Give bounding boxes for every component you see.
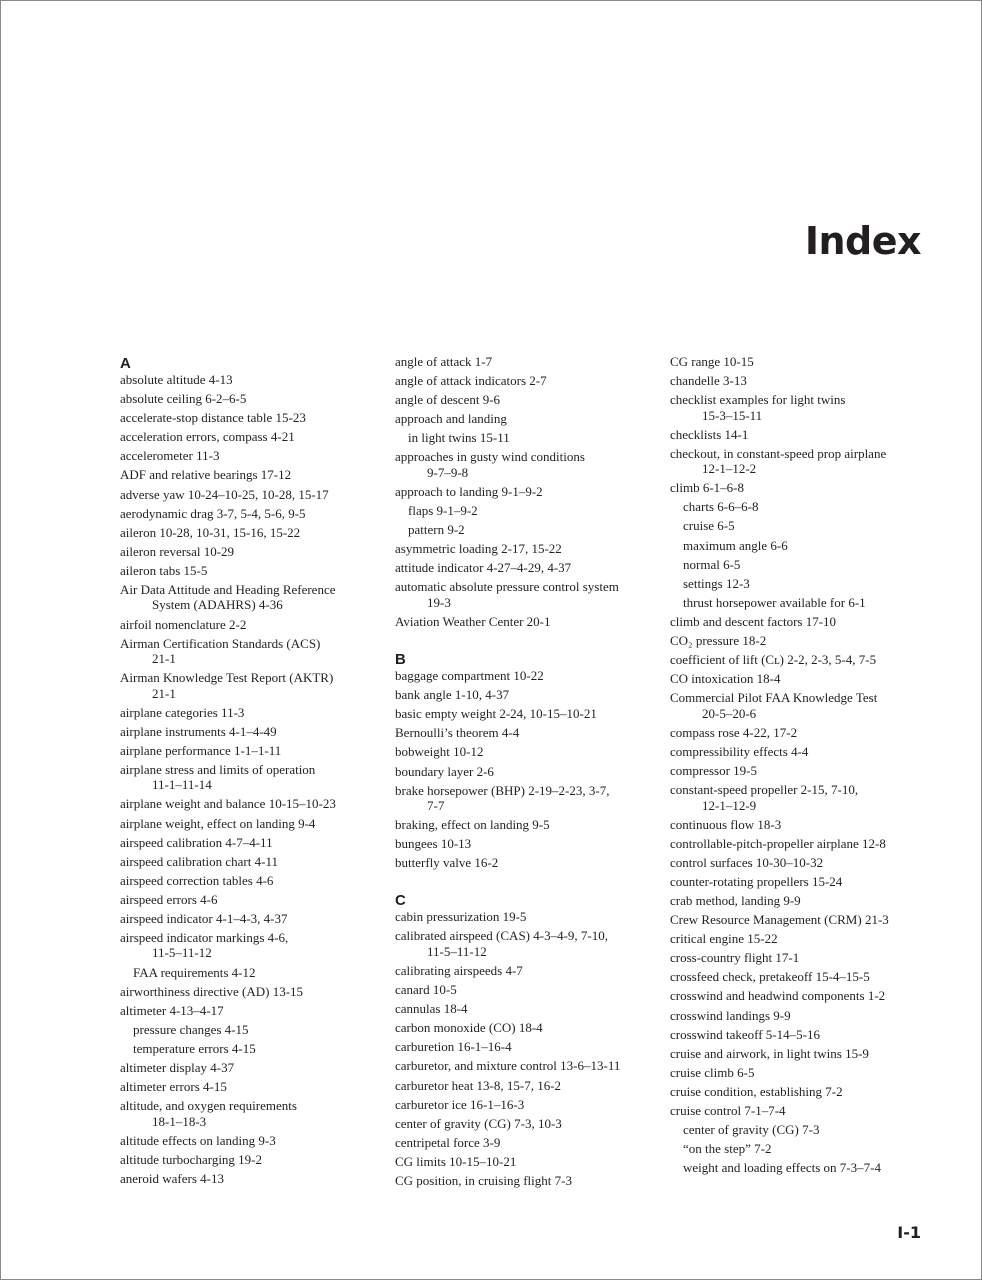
index-entry [120, 544, 382, 559]
entry-text: baggage compartment 10-22 [395, 668, 544, 684]
entry-continuation: 12-1–12-9 [702, 797, 757, 813]
entry-text: airworthiness directive (AD) 13-15 [120, 983, 304, 999]
index-entry [395, 560, 657, 575]
entry-text: altitude effects on landing 9-3 [120, 1132, 276, 1148]
entry-text: aileron 10-28, 10-31, 15-16, 15-22 [120, 524, 301, 540]
index-subentry [670, 499, 940, 514]
index-column-1 [120, 354, 382, 1190]
index-subentry [670, 576, 940, 591]
section-letter: A [120, 355, 131, 372]
entry-text: settings 12-3 [683, 575, 750, 591]
index-entry [395, 614, 657, 629]
entry-continuation: 19-3 [427, 594, 451, 610]
section-spacer [395, 874, 657, 891]
entry-text: crossfeed check, pretakeoff 15-4–15-5 [670, 969, 870, 985]
entry-text: cross-country flight 17-1 [670, 950, 800, 966]
index-entry [120, 525, 382, 540]
index-subentry [120, 1041, 382, 1056]
index-subentry [670, 518, 940, 533]
entry-text: counter-rotating propellers 15-24 [670, 873, 843, 889]
entry-text: boundary layer 2-6 [395, 763, 494, 779]
entry-text: attitude indicator 4-27–4-29, 4-37 [395, 560, 572, 576]
entry-continuation: 20-5–20-6 [702, 705, 757, 721]
index-entry [670, 969, 940, 984]
index-entry [120, 391, 382, 406]
index-entry [120, 1152, 382, 1167]
entry-text: approaches in gusty wind conditions [395, 449, 585, 465]
entry-text: crosswind landings 9-9 [670, 1007, 791, 1023]
entry-text: carburetor ice 16-1–16-3 [395, 1096, 525, 1112]
index-entry [120, 873, 382, 888]
entry-text: airplane instruments 4-1–4-49 [120, 723, 277, 739]
entry-text: braking, effect on landing 9-5 [395, 817, 550, 833]
index-entry [120, 582, 382, 613]
entry-text: Aviation Weather Center 20-1 [395, 613, 551, 629]
index-entry [670, 446, 940, 477]
entry-text: flaps 9-1–9-2 [408, 503, 478, 519]
entry-text: accelerometer 11-3 [120, 448, 220, 464]
entry-text: crosswind takeoff 5-14–5-16 [670, 1026, 820, 1042]
index-subentry [670, 538, 940, 553]
index-entry [670, 763, 940, 778]
section-letter: C [395, 892, 406, 910]
index-entry [395, 668, 657, 683]
index-entry [395, 744, 657, 759]
index-entry [120, 506, 382, 521]
entry-text: cruise 6-5 [683, 518, 735, 534]
index-entry [670, 855, 940, 870]
entry-text: “on the step” 7-2 [683, 1141, 772, 1157]
entry-text: angle of attack indicators 2-7 [395, 373, 547, 389]
index-entry [670, 1103, 940, 1118]
index-entry [670, 817, 940, 832]
entry-text: centripetal force 3-9 [395, 1134, 501, 1150]
index-column-3 [670, 354, 940, 1179]
entry-text: altitude, and oxygen requirements [120, 1098, 297, 1114]
index-subentry [670, 1141, 940, 1156]
entry-text: canard 10-5 [395, 982, 457, 998]
index-entry [395, 982, 657, 997]
entry-continuation: 12-1–12-2 [702, 461, 757, 477]
entry-text: butterfly valve 16-2 [395, 855, 499, 871]
page-number: I-1 [897, 1223, 921, 1242]
entry-text: calibrated airspeed (CAS) 4-3–4-9, 7-10, [395, 928, 608, 944]
index-entry [670, 1008, 940, 1023]
index-entry [120, 617, 382, 632]
index-entry [670, 392, 940, 423]
index-entry [395, 1020, 657, 1035]
entry-text: cannulas 18-4 [395, 1001, 468, 1017]
entry-text: absolute altitude 4-13 [120, 372, 233, 387]
entry-text: critical engine 15-22 [670, 931, 778, 947]
index-entry [120, 467, 382, 482]
index-entry [670, 744, 940, 759]
index-entry [395, 541, 657, 556]
entry-text: aneroid wafers 4-13 [120, 1170, 224, 1186]
entry-text: climb 6-1–6-8 [670, 480, 745, 496]
index-entry [395, 1097, 657, 1112]
entry-continuation: 7-7 [427, 798, 445, 813]
index-entry [120, 930, 382, 961]
entry-text: charts 6-6–6-8 [683, 499, 759, 515]
index-subentry [120, 1022, 382, 1037]
entry-text: basic empty weight 2-24, 10-15–10-21 [395, 706, 597, 722]
entry-text: carburetor heat 13-8, 15-7, 16-2 [395, 1077, 562, 1093]
index-entry [120, 1003, 382, 1018]
index-subentry [670, 1122, 940, 1137]
index-subentry [670, 1160, 940, 1175]
index-entry [120, 835, 382, 850]
entry-text: CO₂ pressure 18-2 [670, 633, 767, 649]
index-entry [395, 1173, 657, 1188]
index-entry [395, 725, 657, 740]
entry-text: aileron tabs 15-5 [120, 562, 208, 578]
index-entry [670, 690, 940, 721]
index-entry [120, 1098, 382, 1129]
index-entry [670, 874, 940, 889]
entry-text: CG position, in cruising flight 7-3 [395, 1173, 572, 1188]
index-entry [395, 449, 657, 480]
entry-text: accelerate-stop distance table 15-23 [120, 410, 306, 426]
section-letter: B [395, 651, 406, 669]
entry-text: checklist examples for light twins [670, 392, 846, 408]
index-entry [395, 817, 657, 832]
index-entry [670, 614, 940, 629]
index-entry [120, 796, 382, 811]
entry-text: FAA requirements 4-12 [133, 964, 256, 980]
index-entry [395, 855, 657, 870]
entry-text: checkout, in constant-speed prop airplane [670, 445, 887, 461]
index-entry [670, 1084, 940, 1099]
entry-text: thrust horsepower available for 6-1 [683, 594, 866, 610]
entry-text: compass rose 4-22, 17-2 [670, 724, 798, 740]
index-entry [120, 1133, 382, 1148]
index-entry [395, 1154, 657, 1169]
index-entry [395, 1039, 657, 1054]
index-entry [120, 563, 382, 578]
index-subentry [670, 557, 940, 572]
index-entry [395, 373, 657, 388]
entry-text: carburetion 16-1–16-4 [395, 1039, 512, 1055]
entry-continuation: 9-7–9-8 [427, 464, 469, 480]
entry-text: altimeter 4-13–4-17 [120, 1002, 224, 1018]
entry-text: airfoil nomenclature 2-2 [120, 616, 247, 632]
index-subentry [120, 965, 382, 980]
index-entry [670, 836, 940, 851]
entry-text: acceleration errors, compass 4-21 [120, 429, 295, 445]
entry-text: cabin pressurization 19-5 [395, 909, 527, 925]
entry-text: asymmetric loading 2-17, 15-22 [395, 541, 562, 557]
entry-text: maximum angle 6-6 [683, 537, 788, 553]
entry-text: adverse yaw 10-24–10-25, 10-28, 15-17 [120, 486, 329, 502]
index-entry [120, 911, 382, 926]
entry-text: approach and landing [395, 411, 507, 427]
index-entry [120, 762, 382, 793]
entry-text: calibrating airspeeds 4-7 [395, 962, 523, 978]
entry-text: center of gravity (CG) 7-3 [683, 1122, 820, 1138]
entry-text: angle of attack 1-7 [395, 354, 493, 369]
entry-text: altimeter errors 4-15 [120, 1079, 227, 1095]
entry-text: CO intoxication 18-4 [670, 671, 781, 687]
entry-text: ADF and relative bearings 17-12 [120, 467, 292, 483]
entry-text: airspeed calibration 4-7–4-11 [120, 834, 273, 850]
index-entry [670, 988, 940, 1003]
entry-text: coefficient of lift (Cʟ) 2-2, 2-3, 5-4, 7-5 [670, 652, 877, 668]
index-entry [395, 1058, 657, 1073]
entry-text: airplane categories 11-3 [120, 704, 245, 720]
entry-continuation: 11-1–11-14 [152, 777, 212, 793]
index-subentry [670, 595, 940, 610]
index-entry [120, 816, 382, 831]
index-entry [120, 1060, 382, 1075]
index-entry [670, 354, 940, 369]
index-entry [395, 909, 657, 924]
index-entry [670, 931, 940, 946]
entry-text: airplane weight, effect on landing 9-4 [120, 815, 316, 831]
index-column-2 [395, 354, 657, 1192]
index-entry [120, 1079, 382, 1094]
index-entry [395, 392, 657, 407]
entry-text: airplane weight and balance 10-15–10-23 [120, 796, 336, 812]
index-subentry [395, 503, 657, 518]
entry-text: brake horsepower (BHP) 2-19–2-23, 3-7, [395, 782, 610, 798]
entry-text: Bernoulli’s theorem 4-4 [395, 725, 520, 741]
entry-text: airplane performance 1-1–1-11 [120, 742, 282, 758]
entry-text: airspeed errors 4-6 [120, 891, 218, 907]
entry-text: approach to landing 9-1–9-2 [395, 483, 543, 499]
entry-continuation: 15-3–15-11 [702, 407, 763, 423]
index-entry [120, 429, 382, 444]
index-subentry [395, 522, 657, 537]
index-entry [670, 725, 940, 740]
entry-text: checklists 14-1 [670, 426, 749, 442]
entry-text: cruise control 7-1–7-4 [670, 1103, 786, 1118]
index-entry [120, 372, 382, 387]
index-entry [395, 928, 657, 959]
entry-text: pattern 9-2 [408, 522, 465, 538]
index-entry [120, 670, 382, 701]
index-entry [395, 836, 657, 851]
entry-text: CG range 10-15 [670, 354, 754, 369]
entry-text: airspeed correction tables 4-6 [120, 872, 274, 888]
entry-text: crosswind and headwind components 1-2 [670, 988, 886, 1004]
index-entry [120, 743, 382, 758]
entry-text: Crew Resource Management (CRM) 21-3 [670, 912, 889, 928]
index-entry [395, 963, 657, 978]
index-entry [120, 448, 382, 463]
entry-text: CG limits 10-15–10-21 [395, 1153, 517, 1169]
entry-continuation: 21-1 [152, 651, 176, 667]
entry-text: aerodynamic drag 3-7, 5-4, 5-6, 9-5 [120, 505, 306, 521]
page-title: Index [804, 219, 921, 263]
entry-text: aileron reversal 10-29 [120, 543, 235, 559]
entry-text: cruise condition, establishing 7-2 [670, 1083, 843, 1099]
entry-text: climb and descent factors 17-10 [670, 613, 837, 629]
index-entry [395, 1001, 657, 1016]
index-entry [395, 764, 657, 779]
index-entry [395, 706, 657, 721]
index-entry [670, 1027, 940, 1042]
entry-text: bobweight 10-12 [395, 744, 484, 760]
entry-text: carbon monoxide (CO) 18-4 [395, 1020, 543, 1036]
index-entry [120, 724, 382, 739]
entry-text: control surfaces 10-30–10-32 [670, 854, 824, 870]
entry-text: Commercial Pilot FAA Knowledge Test [670, 690, 878, 706]
entry-text: absolute ceiling 6-2–6-5 [120, 391, 247, 407]
entry-text: cruise and airwork, in light twins 15-9 [670, 1045, 869, 1061]
entry-continuation: 11-5–11-12 [427, 943, 487, 959]
index-entry [670, 893, 940, 908]
index-entry [670, 427, 940, 442]
entry-text: carburetor, and mixture control 13-6–13-11 [395, 1058, 621, 1074]
entry-text: airspeed indicator 4-1–4-3, 4-37 [120, 910, 288, 926]
entry-text: bungees 10-13 [395, 836, 472, 852]
index-entry [395, 1078, 657, 1093]
index-entry [670, 671, 940, 686]
index-entry [395, 1135, 657, 1150]
index-entry [120, 410, 382, 425]
index-entry [395, 687, 657, 702]
entry-text: temperature errors 4-15 [133, 1040, 256, 1056]
index-entry [670, 1065, 940, 1080]
entry-text: center of gravity (CG) 7-3, 10-3 [395, 1115, 562, 1131]
entry-text: in light twins 15-11 [408, 430, 510, 446]
entry-text: cruise climb 6-5 [670, 1064, 755, 1080]
entry-text: angle of descent 9-6 [395, 392, 501, 408]
entry-text: automatic absolute pressure control system [395, 579, 619, 595]
index-entry [120, 636, 382, 667]
index-entry [670, 480, 940, 495]
index-entry [120, 487, 382, 502]
entry-continuation: 18-1–18-3 [152, 1113, 207, 1129]
entry-continuation: 21-1 [152, 685, 176, 701]
entry-text: weight and loading effects on 7-3–7-4 [683, 1160, 881, 1176]
entry-text: Airman Certification Standards (ACS) [120, 635, 321, 651]
index-entry [670, 652, 940, 667]
entry-text: airspeed indicator markings 4-6, [120, 930, 289, 946]
index-entry [395, 783, 657, 814]
entry-text: normal 6-5 [683, 556, 741, 572]
entry-text: bank angle 1-10, 4-37 [395, 687, 510, 703]
index-entry [670, 373, 940, 388]
index-entry [670, 782, 940, 813]
entry-text: Airman Knowledge Test Report (AKTR) [120, 670, 334, 686]
entry-text: compressibility effects 4-4 [670, 743, 809, 759]
entry-text: airspeed calibration chart 4-11 [120, 853, 278, 869]
entry-text: constant-speed propeller 2-15, 7-10, [670, 782, 859, 798]
entry-text: controllable-pitch-propeller airplane 12-8 [670, 835, 886, 851]
entry-text: crab method, landing 9-9 [670, 892, 801, 908]
entry-text: continuous flow 18-3 [670, 816, 782, 832]
entry-text: chandelle 3-13 [670, 373, 747, 389]
index-entry [120, 854, 382, 869]
index-entry [670, 912, 940, 927]
index-entry [670, 1046, 940, 1061]
index-entry [120, 984, 382, 999]
index-entry [120, 1171, 382, 1186]
entry-continuation: System (ADAHRS) 4-36 [152, 597, 283, 613]
index-entry [395, 484, 657, 499]
entry-continuation: 11-5–11-12 [152, 945, 212, 961]
entry-text: Air Data Attitude and Heading Reference [120, 582, 336, 598]
index-entry [395, 411, 657, 426]
index-entry [120, 892, 382, 907]
entry-text: compressor 19-5 [670, 763, 758, 778]
index-entry [395, 354, 657, 369]
index-entry [395, 1116, 657, 1131]
section-spacer [395, 633, 657, 650]
index-subentry [395, 430, 657, 445]
entry-text: altimeter display 4-37 [120, 1060, 235, 1076]
index-entry [670, 633, 940, 648]
index-entry [120, 705, 382, 720]
entry-text: airplane stress and limits of operation [120, 761, 316, 777]
index-entry [395, 579, 657, 610]
entry-text: altitude turbocharging 19-2 [120, 1151, 263, 1167]
entry-text: pressure changes 4-15 [133, 1021, 249, 1037]
index-entry [670, 950, 940, 965]
